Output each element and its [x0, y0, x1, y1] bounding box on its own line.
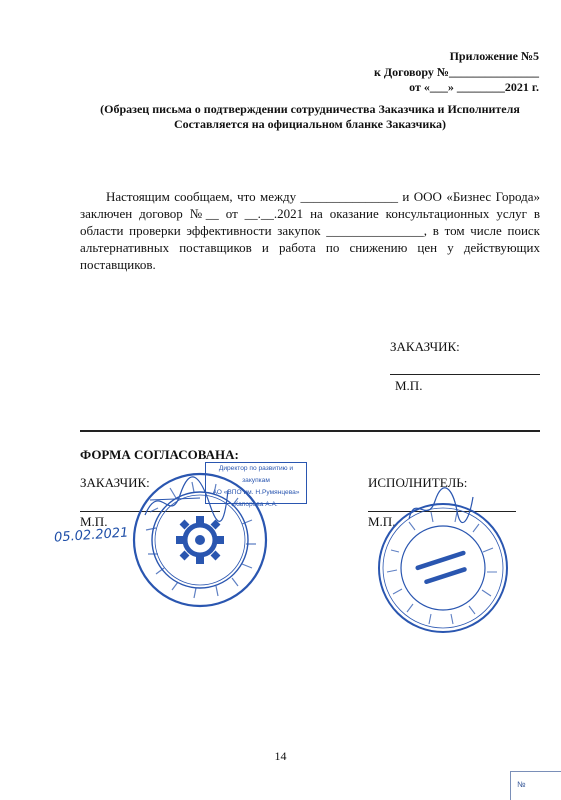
contract-reference: к Договору №_______________: [374, 64, 539, 79]
letter-body: Настоящим сообщаем, что между _______________ и ООО «Бизнес Города» заключен договор №__ от __.__.2021 на оказание консультационных услуг в области проверки эффективности закупок _______________, в том числе поиск альтернативных поставщиков и работа по снижению цен у действующих поставщиков.: [80, 189, 540, 272]
rect-stamp-line3: Капорова А.А.: [234, 501, 278, 508]
page-number: 14: [274, 749, 287, 763]
corner-number-label: №: [517, 780, 526, 789]
agreement-customer-label: ЗАКАЗЧИК:: [80, 475, 150, 490]
template-note-line1: (Образец письма о подтверждении сотрудничества Заказчика и Исполнителя: [100, 102, 520, 116]
customer-label: ЗАКАЗЧИК:: [390, 339, 460, 354]
agreement-title: ФОРМА СОГЛАСОВАНА:: [80, 447, 239, 462]
executor-signature: [405, 487, 475, 527]
annex-title: Приложение №5: [449, 49, 539, 63]
rect-stamp-line1: Директор по развитию и закупкам: [218, 465, 294, 484]
agreement-executor-label: ИСПОЛНИТЕЛЬ:: [368, 475, 468, 490]
section-divider: [80, 430, 540, 432]
customer-mp: М.П.: [395, 378, 423, 393]
rect-stamp-line2: АО «ВПО им. Н.Румянцева»: [212, 489, 300, 496]
handwritten-date: 05.02.2021: [53, 525, 129, 546]
template-note-line2: Составляется на официальном бланке Заказчика): [173, 117, 447, 131]
contract-date: от «___» ________2021 г.: [409, 80, 539, 94]
agreement-mp-right: М.П.: [368, 514, 396, 529]
customer-signature: [140, 470, 230, 530]
customer-signature-line: [390, 374, 540, 375]
annex-header: [374, 49, 539, 96]
corner-registry-stamp: [510, 771, 561, 800]
template-note: [80, 102, 540, 132]
agreement-mp-left: М.П.: [80, 514, 108, 529]
